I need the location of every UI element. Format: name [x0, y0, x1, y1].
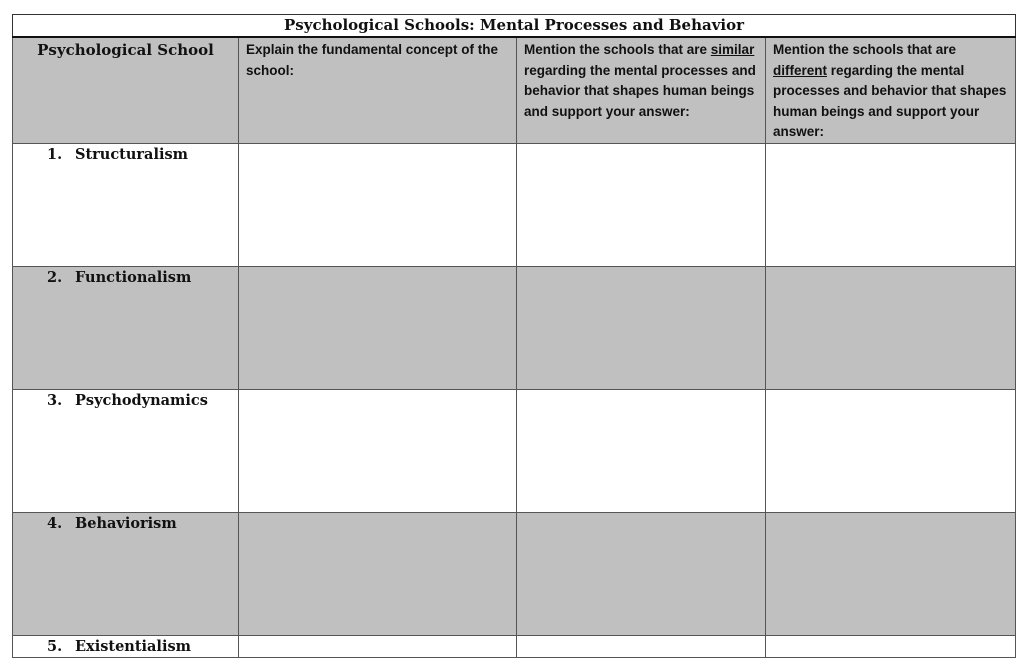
header-different-schools: [766, 37, 1016, 143]
similar-post: regarding the mental processes and behavior that shapes human beings and support your answer:: [524, 62, 756, 119]
row-number: 4.: [47, 514, 63, 532]
concept-answer-cell[interactable]: [239, 266, 517, 389]
school-cell: [13, 143, 239, 266]
school-name: Psychodynamics: [75, 391, 208, 409]
school-name: Functionalism: [75, 268, 192, 286]
similar-pre: Mention the schools that are: [524, 42, 708, 57]
different-word: different: [773, 62, 827, 78]
worksheet: [12, 14, 1015, 658]
row-number: 1.: [47, 145, 63, 163]
school-cell: [13, 266, 239, 389]
school-cell: [13, 389, 239, 512]
school-name: Structuralism: [75, 145, 188, 163]
similar-answer-cell[interactable]: [517, 512, 766, 635]
school-name: Existentialism: [75, 637, 191, 655]
similar-answer-cell[interactable]: [517, 635, 766, 657]
similar-answer-cell[interactable]: [517, 389, 766, 512]
schools-table: [12, 14, 1016, 658]
different-post: regarding the mental processes and behavior that shapes human beings and support your answer:: [773, 62, 1007, 139]
table-row: [13, 389, 1016, 512]
header-psychological-school: Psychological School: [13, 37, 239, 143]
row-number: 3.: [47, 391, 63, 409]
different-answer-cell[interactable]: [766, 635, 1016, 657]
different-pre: Mention the schools that are: [773, 42, 957, 57]
concept-answer-cell[interactable]: [239, 389, 517, 512]
header-row: [13, 37, 1016, 143]
concept-answer-cell[interactable]: [239, 512, 517, 635]
similar-answer-cell[interactable]: [517, 143, 766, 266]
different-answer-cell[interactable]: [766, 143, 1016, 266]
table-row: [13, 143, 1016, 266]
school-cell: [13, 512, 239, 635]
school-name: Behaviorism: [75, 514, 177, 532]
row-number: 2.: [47, 268, 63, 286]
row-number: 5.: [47, 637, 63, 655]
header-fundamental-concept: Explain the fundamental concept of the school:: [239, 37, 517, 143]
different-answer-cell[interactable]: [766, 266, 1016, 389]
table-row: [13, 635, 1016, 657]
concept-answer-cell[interactable]: [239, 635, 517, 657]
table-row: [13, 266, 1016, 389]
similar-word: similar: [710, 42, 755, 57]
different-answer-cell[interactable]: [766, 512, 1016, 635]
different-answer-cell[interactable]: [766, 389, 1016, 512]
school-cell: [13, 635, 239, 657]
similar-answer-cell[interactable]: [517, 266, 766, 389]
header-similar-schools: [517, 37, 766, 143]
concept-answer-cell[interactable]: [239, 143, 517, 266]
table-title: Psychological Schools: Mental Processes and Behavior: [13, 15, 1016, 38]
table-row: [13, 512, 1016, 635]
